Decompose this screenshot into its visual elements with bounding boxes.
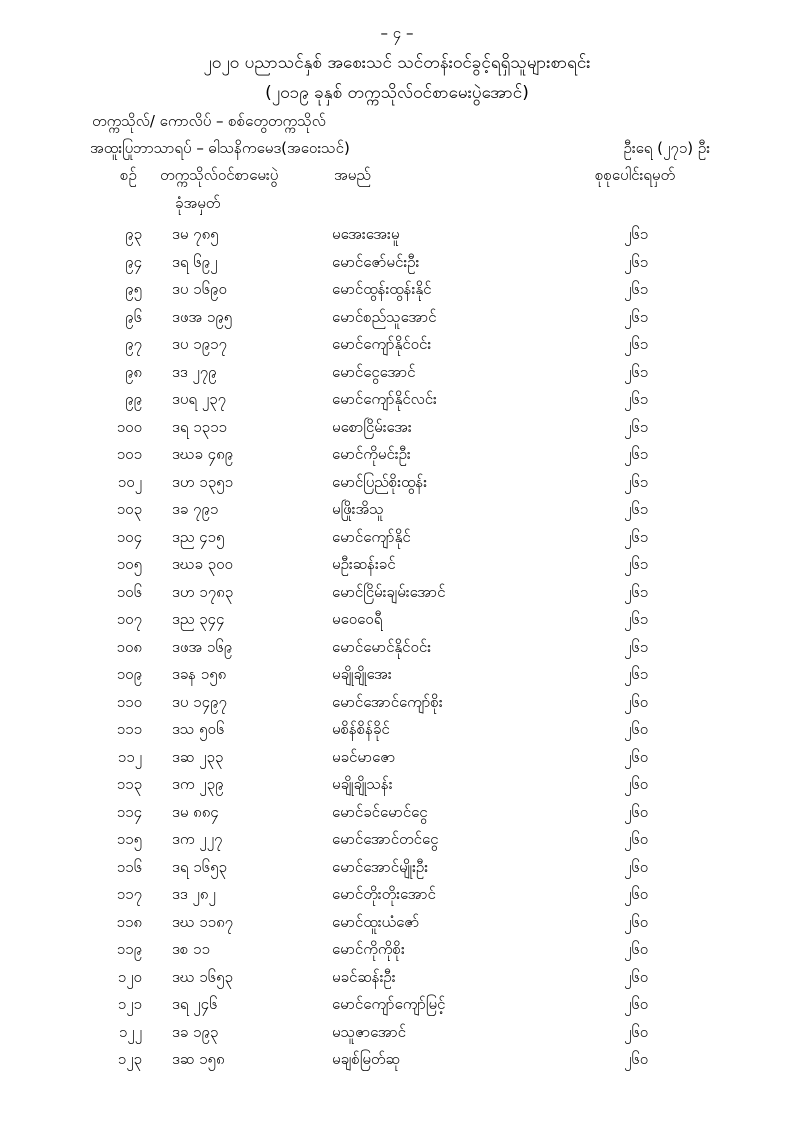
student-name: မသူဇာအောင်: [332, 1022, 406, 1041]
row-number: ၁၁၅: [116, 830, 142, 848]
table-row: [0, 525, 794, 553]
roll-number: ဒဒ ၂၈၂: [172, 885, 216, 903]
roll-number: ဒမ ၇၈၅: [172, 225, 219, 243]
row-number: ၉၄: [125, 252, 142, 271]
total-mark: ၂၆၀: [624, 1050, 649, 1068]
student-name: မောင်ခင်မောင်ငွေ: [332, 802, 428, 821]
student-name: မချိုချိုအေး: [332, 665, 392, 683]
row-number: ၁၁၆: [116, 857, 142, 876]
table-row: [0, 580, 794, 608]
table-row: [0, 387, 794, 415]
roll-number: ဒခ ၇၉၁: [172, 500, 219, 518]
student-name: မောင်ကိုကိုစိုး: [332, 940, 405, 958]
roll-number: ဒည ၃၄၄: [172, 610, 225, 628]
table-row: [0, 1020, 794, 1048]
table-row: [0, 717, 794, 745]
table-row: [0, 910, 794, 938]
row-number: ၁၁၂: [117, 747, 142, 766]
roll-number: ဒက ၂၂၇: [172, 830, 223, 848]
roll-number: ဒပ ၁၉၁၇: [172, 335, 227, 353]
table-row: [0, 827, 794, 855]
student-name: မချိုချိုသန်း: [332, 775, 393, 793]
total-count: ဦးရေ (၂၇၁) ဦး: [623, 139, 710, 157]
roll-number: ဒဃ ၁၆၅၃: [172, 967, 233, 986]
row-number: ၁၁၉: [116, 940, 142, 958]
table-row: [0, 442, 794, 470]
total-mark: ၂၆၀: [624, 747, 649, 766]
student-name: မခင်မာဇော: [332, 747, 396, 766]
student-name: မောင်ကျော်နိုင်လင်း: [332, 390, 437, 408]
row-number: ၁၂၃: [117, 1050, 142, 1068]
table-row: [0, 992, 794, 1020]
total-mark: ၂၆၁: [624, 472, 649, 491]
total-mark: ၂၆၁: [624, 225, 649, 243]
roll-number: ဒရ ၁၆၅၃: [172, 857, 227, 876]
row-number: ၁၀၇: [116, 610, 142, 628]
row-number: ၁၂၁: [117, 995, 142, 1013]
table-row: [0, 332, 794, 360]
table-row: [0, 965, 794, 993]
row-number: ၁၁၈: [116, 912, 142, 931]
student-name: မောင်ကိုမင်းဦး: [332, 445, 411, 463]
student-name: မောင်စည်သူအောင်: [332, 307, 437, 326]
total-mark: ၂၆၁: [624, 582, 649, 601]
total-mark: ၂၆၁: [624, 362, 649, 381]
table-row: [0, 415, 794, 443]
student-name: မဝေဝေရီ: [332, 610, 383, 628]
results-list: [0, 222, 794, 1075]
total-mark: ၂၆၀: [624, 995, 649, 1013]
department-label: အထူးပြုဘာသာရပ် – ဓါသနိကမေဒ(အဝေးသင်): [90, 139, 350, 157]
page-number: – ၄ –: [380, 24, 414, 42]
student-name: မောင်ထွန်းထွန်းနိုင်: [332, 280, 432, 298]
student-name: မောင်ငွေအောင်: [332, 362, 416, 381]
total-mark: ၂၆၁: [624, 500, 649, 518]
student-name: မောင်မောင်နိုင်ဝင်း: [332, 637, 432, 656]
table-row: [0, 745, 794, 773]
roll-number: ဒရ ၆၉၂: [172, 252, 218, 271]
table-row: [0, 497, 794, 525]
roll-number: ဒဖအ ၁၆၉: [172, 637, 233, 656]
row-number: ၁၀၀: [116, 417, 142, 436]
total-mark: ၂၆၁: [624, 417, 649, 436]
total-mark: ၂၆၀: [624, 692, 649, 711]
table-row: [0, 690, 794, 718]
student-name: မချစ်မြတ်ဆု: [332, 1050, 401, 1068]
roll-number: ဒဆ ၂၃၃: [172, 747, 224, 766]
table-row: [0, 360, 794, 388]
student-name: မောင်ကျော်နိုင်ဝင်း: [332, 335, 432, 353]
roll-number: ဒပရ ၂၃၇: [172, 390, 227, 408]
row-number: ၁၀၅: [116, 555, 142, 573]
column-header-no: စဉ်: [120, 166, 137, 184]
roll-number: ဒစ ၁၁: [172, 940, 210, 958]
table-row: [0, 772, 794, 800]
student-name: မောင်အောင်မျိုးဦး: [332, 857, 429, 876]
table-row: [0, 937, 794, 965]
row-number: ၁၁၇: [116, 885, 142, 903]
roll-number: ဒရ ၂၄၆: [172, 995, 218, 1013]
student-name: မခင်ဆန်းဦး: [332, 967, 396, 986]
roll-number: ဒဃခ ၃၀၀: [172, 555, 233, 573]
row-number: ၁၀၉: [116, 665, 142, 683]
student-name: မဦးဆန်းခင်: [332, 555, 396, 573]
total-mark: ၂၆၁: [624, 665, 649, 683]
row-number: ၁၀၂: [117, 472, 142, 491]
total-mark: ၂၆၁: [624, 445, 649, 463]
table-row: [0, 222, 794, 250]
table-row: [0, 662, 794, 690]
student-name: မစောငြိမ်းအေး: [332, 417, 412, 436]
total-mark: ၂၆၀: [624, 775, 649, 793]
roll-number: ဒပ ၁၄၉၇: [172, 692, 227, 711]
total-mark: ၂၆၁: [624, 390, 649, 408]
document-subtitle: (၂၀၁၉ ခုနှစ် တက္ကသိုလ်ဝင်စာမေးပွဲအောင်): [265, 83, 529, 103]
total-mark: ၂၆၀: [624, 1022, 649, 1041]
student-name: မအေးအေးမူ: [332, 225, 400, 243]
roll-number: ဒက ၂၃၉: [172, 775, 224, 793]
total-mark: ၂၆၁: [624, 637, 649, 656]
table-row: [0, 882, 794, 910]
total-mark: ၂၆၁: [624, 527, 649, 546]
row-number: ၁၀၁: [116, 445, 142, 463]
roll-number: ဒသ ၅၀၆: [172, 720, 225, 738]
roll-number: ဒဃ ၁၁၈၇: [172, 912, 234, 931]
total-mark: ၂၆၁: [624, 280, 649, 298]
roll-number: ဒဟ ၁၃၅၁: [172, 472, 234, 491]
column-header-roll: တက္ကသိုလ်ဝင်စာမေးပွဲ: [160, 166, 279, 184]
roll-number: ဒပ ၁၆၉၀: [172, 280, 227, 298]
student-name: မဖြိုးအိသူ: [332, 500, 384, 518]
total-mark: ၂၆၀: [624, 720, 649, 738]
row-number: ၁၀၆: [116, 582, 142, 601]
row-number: ၁၁၀: [116, 692, 142, 711]
table-row: [0, 635, 794, 663]
roll-number: ဒမ ၈၈၄: [172, 802, 219, 821]
table-row: [0, 1047, 794, 1075]
student-name: မောင်အောင်ကျော်စိုး: [332, 692, 443, 711]
row-number: ၁၂၀: [117, 967, 142, 986]
row-number: ၉၇: [125, 335, 142, 353]
total-mark: ၂၆၁: [624, 335, 649, 353]
row-number: ၉၉: [125, 390, 142, 408]
roll-number: ဒခန ၁၅၈: [172, 665, 227, 683]
total-mark: ၂၆၁: [624, 252, 649, 271]
row-number: ၁၁၁: [116, 720, 142, 738]
table-row: [0, 470, 794, 498]
row-number: ၁၁၃: [116, 775, 142, 793]
student-name: မောင်ဇော်မင်းဦး: [332, 252, 420, 271]
roll-number: ဒဃခ ၄၈၉: [172, 445, 234, 463]
student-name: မစိန်စိန်ခိုင်: [332, 720, 390, 738]
table-row: [0, 277, 794, 305]
roll-number: ဒဖအ ၁၉၅: [172, 307, 233, 326]
row-number: ၁၀၄: [116, 527, 142, 546]
roll-number: ဒဆ ၁၅၈: [172, 1050, 225, 1068]
student-name: မောင်ငြိမ်းချမ်းအောင်: [332, 582, 446, 601]
roll-number: ဒဟ ၁၇၈၃: [172, 582, 234, 601]
student-name: မောင်အောင်တင်ငွေ: [332, 830, 439, 848]
table-row: [0, 607, 794, 635]
row-number: ၉၃: [125, 225, 142, 243]
university-line: တက္ကသိုလ်/ ကောလိပ် – စစ်တွေတက္ကသိုလ်: [92, 112, 326, 130]
student-name: မောင်ကျော်ကျော်မြင့်: [332, 995, 446, 1013]
document-title: ၂၀၂၀ ပညာသင်နှစ် အစေးသင် သင်တန်းဝင်ခွင့်ရရှိသူများစာရင်း: [203, 53, 591, 73]
roll-number: ဒရ ၁၃၁၁: [172, 417, 227, 436]
table-row: [0, 305, 794, 333]
total-mark: ၂၆၁: [624, 307, 649, 326]
table-row: [0, 800, 794, 828]
total-mark: ၂၆၀: [624, 912, 649, 931]
student-name: မောင်ထူးယံဇော်: [332, 912, 420, 931]
total-mark: ၂၆၀: [624, 830, 649, 848]
row-number: ၉၆: [125, 307, 142, 326]
column-header-mark: စုစုပေါင်းရမှတ်: [595, 166, 676, 184]
row-number: ၁၀၃: [116, 500, 142, 518]
total-mark: ၂၆၀: [624, 802, 649, 821]
student-name: မောင်ကျော်နိုင်: [332, 527, 411, 546]
student-name: မောင်ပြည်စိုးထွန်း: [332, 472, 428, 491]
total-mark: ၂၆၀: [624, 857, 649, 876]
column-header-name: အမည်: [334, 166, 371, 184]
roll-number: ဒခ ၁၉၃: [172, 1022, 219, 1041]
row-number: ၁၂၂: [118, 1022, 142, 1041]
column-header-roll-sub: ခုံအမှတ်: [175, 194, 221, 212]
table-row: [0, 855, 794, 883]
table-row: [0, 250, 794, 278]
row-number: ၉၈: [124, 362, 142, 381]
row-number: ၁၁၄: [116, 802, 142, 821]
total-mark: ၂၆၁: [624, 555, 649, 573]
total-mark: ၂၆၀: [624, 967, 649, 986]
total-mark: ၂၆၀: [624, 940, 649, 958]
table-row: [0, 552, 794, 580]
row-number: ၉၅: [125, 280, 142, 298]
row-number: ၁၀၈: [116, 637, 142, 656]
total-mark: ၂၆၁: [624, 610, 649, 628]
roll-number: ဒဒ ၂၇၉: [172, 362, 217, 381]
total-mark: ၂၆၀: [624, 885, 649, 903]
roll-number: ဒည ၄၁၅: [172, 527, 225, 546]
student-name: မောင်တိုးတိုးအောင်: [332, 885, 436, 903]
